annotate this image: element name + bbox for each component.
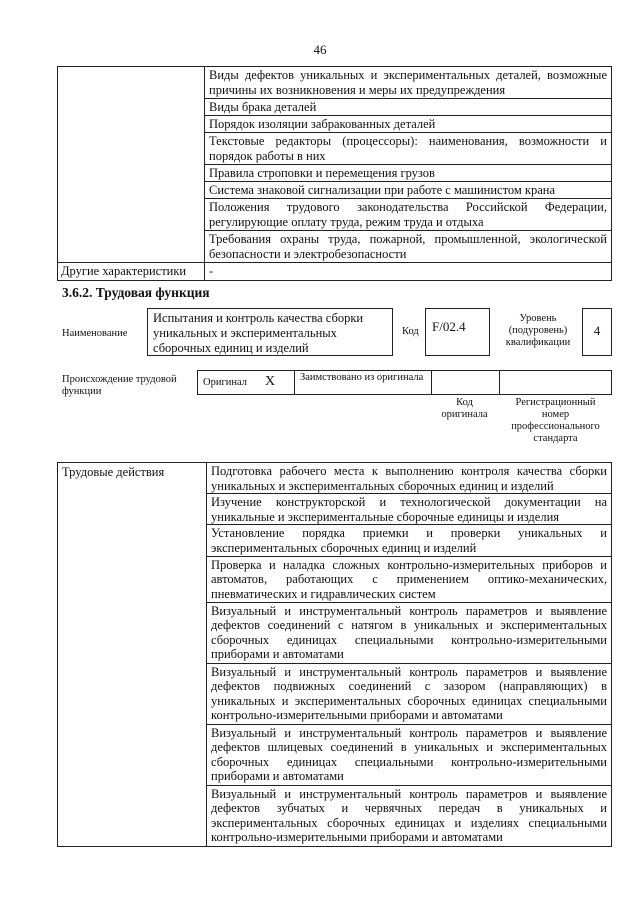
qualification-level-label: Уровень (подуровень) квалификации bbox=[505, 313, 571, 348]
labor-action-row: Визуальный и инструментальный контроль параметров и выявление дефектов зубчатых и червячных передач в уникальных и экспериментальных сборочных единицах и изделиях специальными контрольно-измерительными приборами и автоматами bbox=[207, 785, 612, 846]
knowledge-table bbox=[57, 66, 612, 281]
name-label: Наименование bbox=[62, 328, 128, 339]
original-mark: X bbox=[265, 374, 276, 389]
registration-number-label: Регистрационный номер профессионального стандарта bbox=[511, 397, 600, 444]
knowledge-row: Виды дефектов уникальных и экспериментальных деталей, возможные причины их возникновения и меры их предупреждения bbox=[205, 67, 612, 99]
labor-actions-label: Трудовые действия bbox=[58, 463, 207, 847]
origin-divider bbox=[431, 370, 432, 395]
knowledge-row: Правила строповки и перемещения грузов bbox=[205, 165, 612, 182]
origin-divider bbox=[294, 370, 295, 395]
knowledge-label-cell bbox=[58, 67, 205, 263]
borrowed-label: Заимствовано из оригинала bbox=[300, 372, 424, 383]
origin-divider bbox=[499, 370, 500, 395]
page-number: 46 bbox=[313, 42, 327, 57]
knowledge-row: Требования охраны труда, пожарной, промышленной, экологической безопасности и электробезопасности bbox=[205, 231, 612, 263]
labor-action-row: Установление порядка приемки и проверки уникальных и экспериментальных сборочных единиц и изделий bbox=[207, 525, 612, 556]
other-characteristics-label: Другие характеристики bbox=[58, 263, 205, 281]
code-original-label: Код оригинала bbox=[441, 397, 488, 420]
labor-actions-table bbox=[57, 462, 612, 847]
knowledge-row: Порядок изоляции забракованных деталей bbox=[205, 116, 612, 133]
knowledge-row: Текстовые редакторы (процессоры): наименования, возможности и порядок работы в них bbox=[205, 133, 612, 165]
knowledge-row: Система знаковой сигнализации при работе с машинистом крана bbox=[205, 182, 612, 199]
labor-action-row: Визуальный и инструментальный контроль параметров и выявление дефектов соединений с натягом в уникальных и экспериментальных сборочных единицах специальными контрольно-измерительными приборами и автоматами bbox=[207, 602, 612, 663]
labor-action-row: Проверка и наладка сложных контрольно-измерительных приборов и автоматов, работающих с применением оптико-механических, пневматических и гидравлических систем bbox=[207, 556, 612, 602]
code-label: Код bbox=[402, 326, 419, 337]
labor-action-row: Визуальный и инструментальный контроль параметров и выявление дефектов подвижных соединений с зазором (направляющих) в уникальных и экспериментальных сборочных единицах специальными контрольно-измерительными приборами и автоматами bbox=[207, 663, 612, 724]
qualification-level-box: 4 bbox=[582, 308, 612, 356]
knowledge-row: Положения трудового законодательства Российской Федерации, регулирующие оплату труда, режим труда и отдыха bbox=[205, 199, 612, 231]
labor-action-row: Изучение конструкторской и технологической документации на уникальные и экспериментальные сборочные единицы и изделия bbox=[207, 494, 612, 525]
code-value-box: F/02.4 bbox=[425, 308, 490, 356]
labor-action-row: Визуальный и инструментальный контроль параметров и выявление дефектов шлицевых соединений в уникальных и экспериментальных сборочных единицах специальными контрольно-измерительными приборами и автоматами bbox=[207, 724, 612, 785]
original-label: Оригинал bbox=[203, 377, 247, 388]
origin-label: Происхождение трудовой функции bbox=[62, 374, 177, 397]
function-name-box: Испытания и контроль качества сборки уникальных и экспериментальных сборочных единиц и изделий bbox=[147, 308, 393, 356]
other-characteristics-value: - bbox=[205, 263, 612, 281]
knowledge-row: Виды брака деталей bbox=[205, 99, 612, 116]
labor-action-row: Подготовка рабочего места к выполнению контроля качества сборки уникальных и экспериментальных сборочных единиц и изделий bbox=[207, 463, 612, 494]
section-title: 3.6.2. Трудовая функция bbox=[62, 285, 210, 300]
